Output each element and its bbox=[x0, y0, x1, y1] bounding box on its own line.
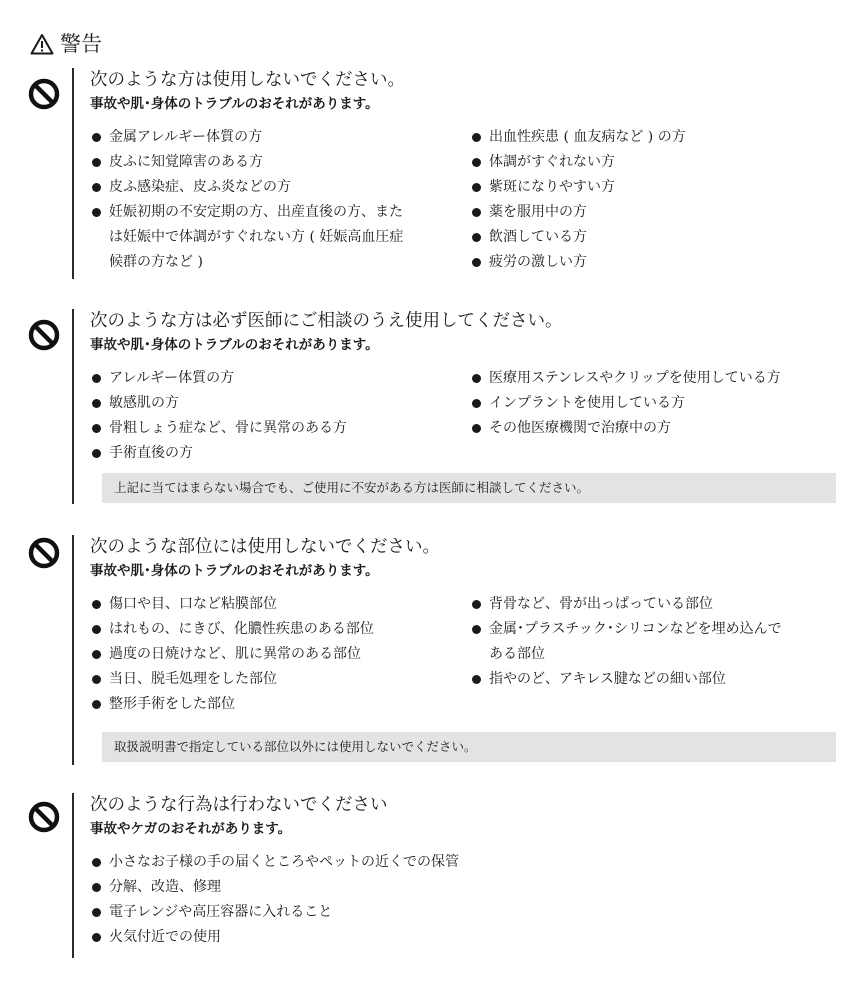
section-heading: 次のような行為は行わないでください bbox=[90, 795, 388, 815]
left-column-list bbox=[90, 366, 347, 466]
warning-section-consult-doctor bbox=[0, 309, 860, 509]
section-heading: 次のような方は必ず医師にご相談のうえ使用してください。 bbox=[90, 311, 563, 331]
prohibition-icon bbox=[28, 801, 60, 833]
left-column-list bbox=[90, 850, 459, 950]
right-column-list bbox=[470, 366, 781, 441]
list-item: 小さなお子様の手の届くところやペットの近くでの保管 bbox=[90, 850, 459, 875]
section-divider-line bbox=[72, 535, 74, 765]
section-subheading: 事故や肌･身体のトラブルのおそれがあります。 bbox=[90, 96, 379, 112]
list-item: 医療用ステンレスやクリップを使用している方 bbox=[470, 366, 781, 391]
list-item: 過度の日焼けなど、肌に異常のある部位 bbox=[90, 642, 374, 667]
list-item: 飲酒している方 bbox=[470, 225, 686, 250]
section-divider-line bbox=[72, 309, 74, 504]
left-column-list bbox=[90, 125, 403, 275]
section-divider-line bbox=[72, 793, 74, 958]
list-item: 分解、改造、修理 bbox=[90, 875, 459, 900]
list-item: 皮ふに知覚障害のある方 bbox=[90, 150, 403, 175]
list-item: 金属･プラスチック･シリコンなどを埋め込んで ある部位 bbox=[470, 617, 782, 667]
section-divider-line bbox=[72, 68, 74, 279]
list-item: 当日、脱毛処理をした部位 bbox=[90, 667, 374, 692]
left-column-list bbox=[90, 592, 374, 717]
list-item: 皮ふ感染症、皮ふ炎などの方 bbox=[90, 175, 403, 200]
section-heading: 次のような方は使用しないでください。 bbox=[90, 70, 405, 90]
list-item: 金属アレルギー体質の方 bbox=[90, 125, 403, 150]
right-column-list bbox=[470, 592, 782, 692]
list-item: 紫斑になりやすい方 bbox=[470, 175, 686, 200]
section-subheading: 事故や肌･身体のトラブルのおそれがあります。 bbox=[90, 563, 379, 579]
warning-section-prohibited-areas bbox=[0, 535, 860, 770]
list-item: 傷口や目、口など粘膜部位 bbox=[90, 592, 374, 617]
page-title-text: 警告 bbox=[60, 32, 102, 56]
list-item: 指やのど、アキレス腱などの細い部位 bbox=[470, 667, 782, 692]
section-heading: 次のような部位には使用しないでください。 bbox=[90, 537, 440, 557]
note-box: 上記に当てはまらない場合でも、ご使用に不安がある方は医師に相談してください。 bbox=[102, 473, 836, 503]
list-item: 疲労の激しい方 bbox=[470, 250, 686, 275]
list-item: その他医療機関で治療中の方 bbox=[470, 416, 781, 441]
warning-triangle-icon bbox=[30, 33, 54, 55]
list-item: 火気付近での使用 bbox=[90, 925, 459, 950]
list-item: 背骨など、骨が出っぱっている部位 bbox=[470, 592, 782, 617]
list-item: 体調がすぐれない方 bbox=[470, 150, 686, 175]
note-box: 取扱説明書で指定している部位以外には使用しないでください。 bbox=[102, 732, 836, 762]
section-subheading: 事故やケガのおそれがあります。 bbox=[90, 821, 292, 837]
list-item: はれもの、にきび、化膿性疾患のある部位 bbox=[90, 617, 374, 642]
list-item: 整形手術をした部位 bbox=[90, 692, 374, 717]
list-item: インプラントを使用している方 bbox=[470, 391, 781, 416]
list-item: 電子レンジや高圧容器に入れること bbox=[90, 900, 459, 925]
list-item: 敏感肌の方 bbox=[90, 391, 347, 416]
page-title bbox=[30, 30, 102, 58]
list-item: アレルギー体質の方 bbox=[90, 366, 347, 391]
right-column-list bbox=[470, 125, 686, 275]
list-item: 手術直後の方 bbox=[90, 441, 347, 466]
list-item: 妊娠初期の不安定期の方、出産直後の方、また は妊娠中で体調がすぐれない方 ( 妊娠高血圧症 候群の方など ) bbox=[90, 200, 403, 275]
list-item: 薬を服用中の方 bbox=[470, 200, 686, 225]
list-item: 出血性疾患 ( 血友病など ) の方 bbox=[470, 125, 686, 150]
prohibition-icon bbox=[28, 537, 60, 569]
warning-section-prohibited-actions bbox=[0, 793, 860, 963]
section-subheading: 事故や肌･身体のトラブルのおそれがあります。 bbox=[90, 337, 379, 353]
prohibition-icon bbox=[28, 78, 60, 110]
prohibition-icon bbox=[28, 319, 60, 351]
warning-section-contraindicated-persons bbox=[0, 68, 860, 283]
list-item: 骨粗しょう症など、骨に異常のある方 bbox=[90, 416, 347, 441]
